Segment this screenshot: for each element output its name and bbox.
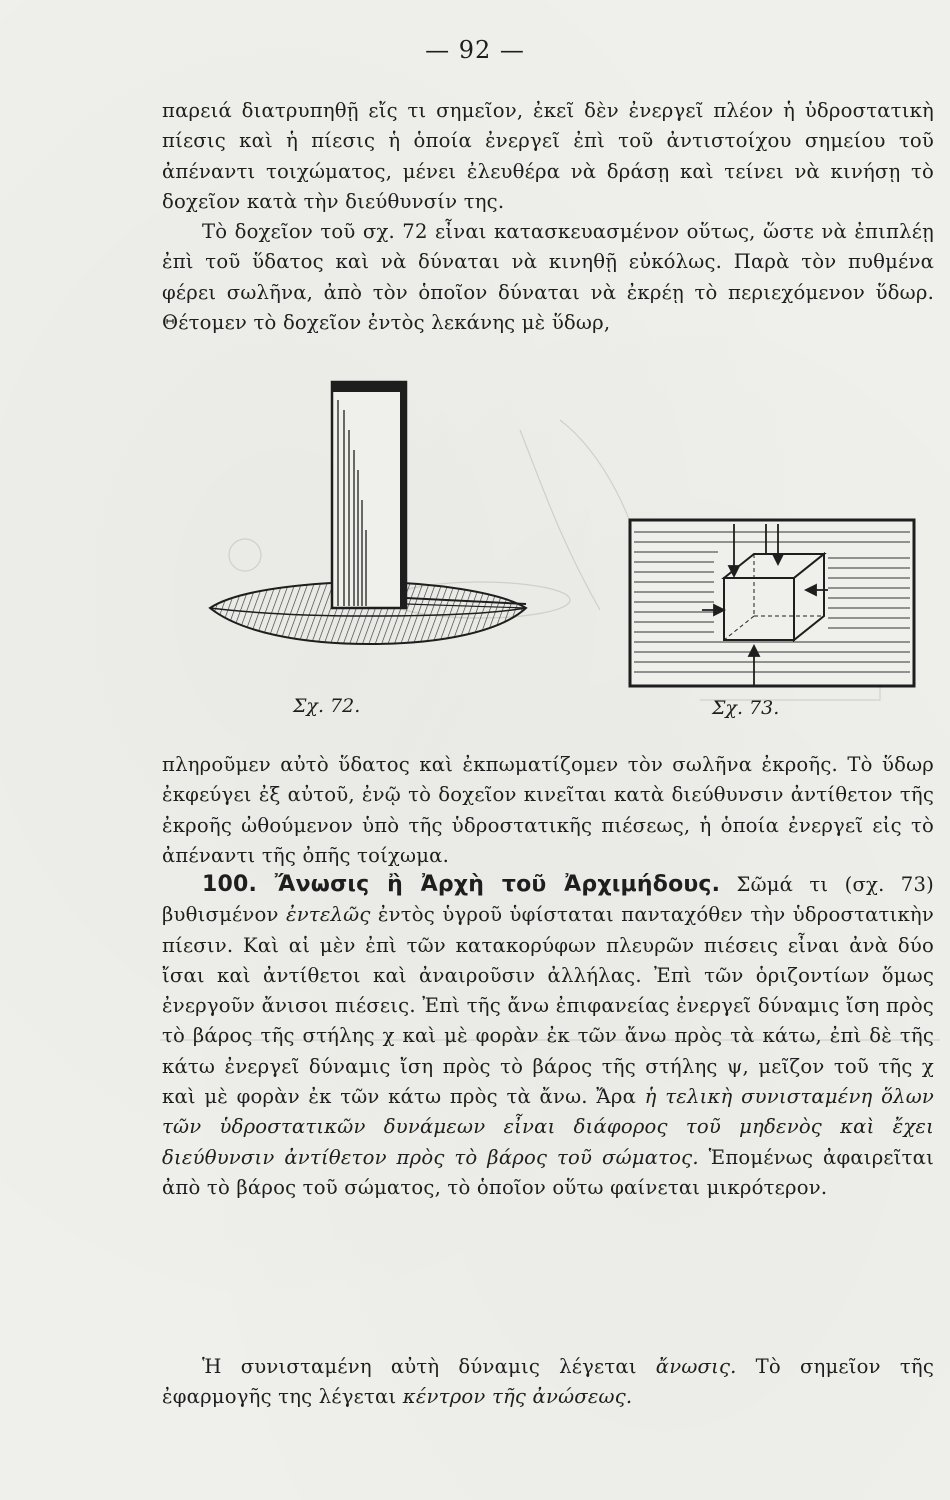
figure-73-submerged-cube [628,518,918,690]
section-100-emphasis-1: ἐντελῶς [285,903,371,927]
section-100 [162,870,934,1203]
section-100-text-a: Σῶμά τι (σχ. 73) βυθισμένον [162,873,934,927]
paragraph-5-emphasis-2: κέντρον τῆς ἀνώσεως. [402,1385,633,1409]
paragraph-5-text-b: Τὸ σημεῖον τῆς ἐφαρμογῆς της λέγεται [162,1355,934,1409]
paragraph-2 [162,217,934,338]
paragraph-3 [162,750,934,871]
paragraph-5 [162,1352,934,1413]
paragraph-5-text-a: Ἡ συνισταμένη αὐτὴ δύναμις λέγεται [202,1355,637,1378]
paragraph-1-text: παρειά διατρυπηθῇ εἴς τι σημεῖον, ἐκεῖ δὲν ἐνεργεῖ πλέον ἡ ὑδροστατικὴ πίεσις καὶ ἡ πίεσις ἡ ὁποία ἐνεργεῖ ἐπὶ τοῦ ἀντιστοίχου σημείου τοῦ ἀπέναντι τοιχώματος, μένει ἐλευθέρα νὰ δράσῃ καὶ τείνει νὰ κινήσῃ τὸ δοχεῖον κατὰ τὴν διεύθυνσίν της. [162,99,934,213]
paragraph-5-emphasis-1: ἄνωσις. [655,1355,737,1378]
section-100-emphasis-2: ἡ τελικὴ συνισταμένη ὅλων τῶν ὑδροστατικῶν δυνάμεων εἶναι διάφορος τοῦ μηδενὸς καὶ ἔχει διεύθυνσιν ἀντίθετον πρὸς τὸ βάρος τοῦ σώματος. [162,1085,935,1169]
section-100-text-c: Ἑπομένως ἀφαιρεῖται ἀπὸ τὸ βάρος τοῦ σώματος, τὸ ὁποῖον οὕτω φαίνεται μικρότερον. [162,1145,935,1199]
section-100-heading: 100. Ἄνωσις ἢ Ἀρχὴ τοῦ Ἀρχιμήδους. [202,872,721,897]
figure-72-caption: Σχ. 72. [293,695,361,717]
paragraph-2-text: Τὸ δοχεῖον τοῦ σχ. 72 εἶναι κατασκευασμένον οὕτως, ὥστε νὰ ἐπιπλέῃ ἐπὶ τοῦ ὕδατος καὶ νὰ δύναται νὰ κινηθῇ εὐκόλως. Παρὰ τὸν πυθμένα φέρει σωλῆνα, ἀπὸ τὸν ὁποῖον δύναται νὰ ἐκρέῃ τὸ περιεχόμενον ὕδωρ. Θέτομεν τὸ δοχεῖον ἐντὸς λεκάνης μὲ ὕδωρ, [162,220,934,334]
page-number: — 92 — [425,36,525,64]
section-100-text-b: ἐντὸς ὑγροῦ ὑφίσταται πανταχόθεν τὴν ὑδροστατικὴν πίεσιν. Καὶ αἱ μὲν ἐπὶ τῶν κατακορύφων πλευρῶν πιέσεις εἶναι ἀνὰ δύο ἴσαι καὶ ἀντίθετοι καὶ ἀναιροῦσιν ἀλλήλας. Ἐπὶ τῶν ὁριζοντίων ὅμως ἐνεργοῦν ἄνισοι πιέσεις. Ἐπὶ τῆς ἄνω ἐπιφανείας ἐνεργεῖ δύναμις ἴση πρὸς τὸ βάρος τῆς στήλης χ καὶ μὲ φορὰν ἐκ τῶν ἄνω πρὸς τὰ κάτω, ἐπὶ δὲ τῆς κάτω ἐνεργεῖ δύναμις ἴση πρὸς τὸ βάρος τῆς στήλης ψ, μεῖζον τοῦ τῆς χ καὶ μὲ φορὰν ἐκ τῶν κάτω πρὸς τὰ ἄνω. Ἄρα [162,903,934,1109]
paragraph-3-text: πληροῦμεν αὐτὸ ὕδατος καὶ ἐκπωματίζομεν τὸν σωλῆνα ἐκροῆς. Τὸ ὕδωρ ἐκφεύγει ἐξ αὐτοῦ, ἐνῷ τὸ δοχεῖον κινεῖται κατὰ διεύθυνσιν ἀντίθετον τῆς ἐκροῆς ὠθούμενον ὑπὸ τῆς ὑδροστατικῆς πιέσεως, ἡ ὁποία ἐνεργεῖ εἰς τὸ ἀπέναντι τῆς ὀπῆς τοίχωμα. [162,753,934,867]
figure-73-caption: Σχ. 73. [712,697,780,719]
figure-72-floating-vessel [200,370,540,670]
paragraph-1 [162,96,934,217]
